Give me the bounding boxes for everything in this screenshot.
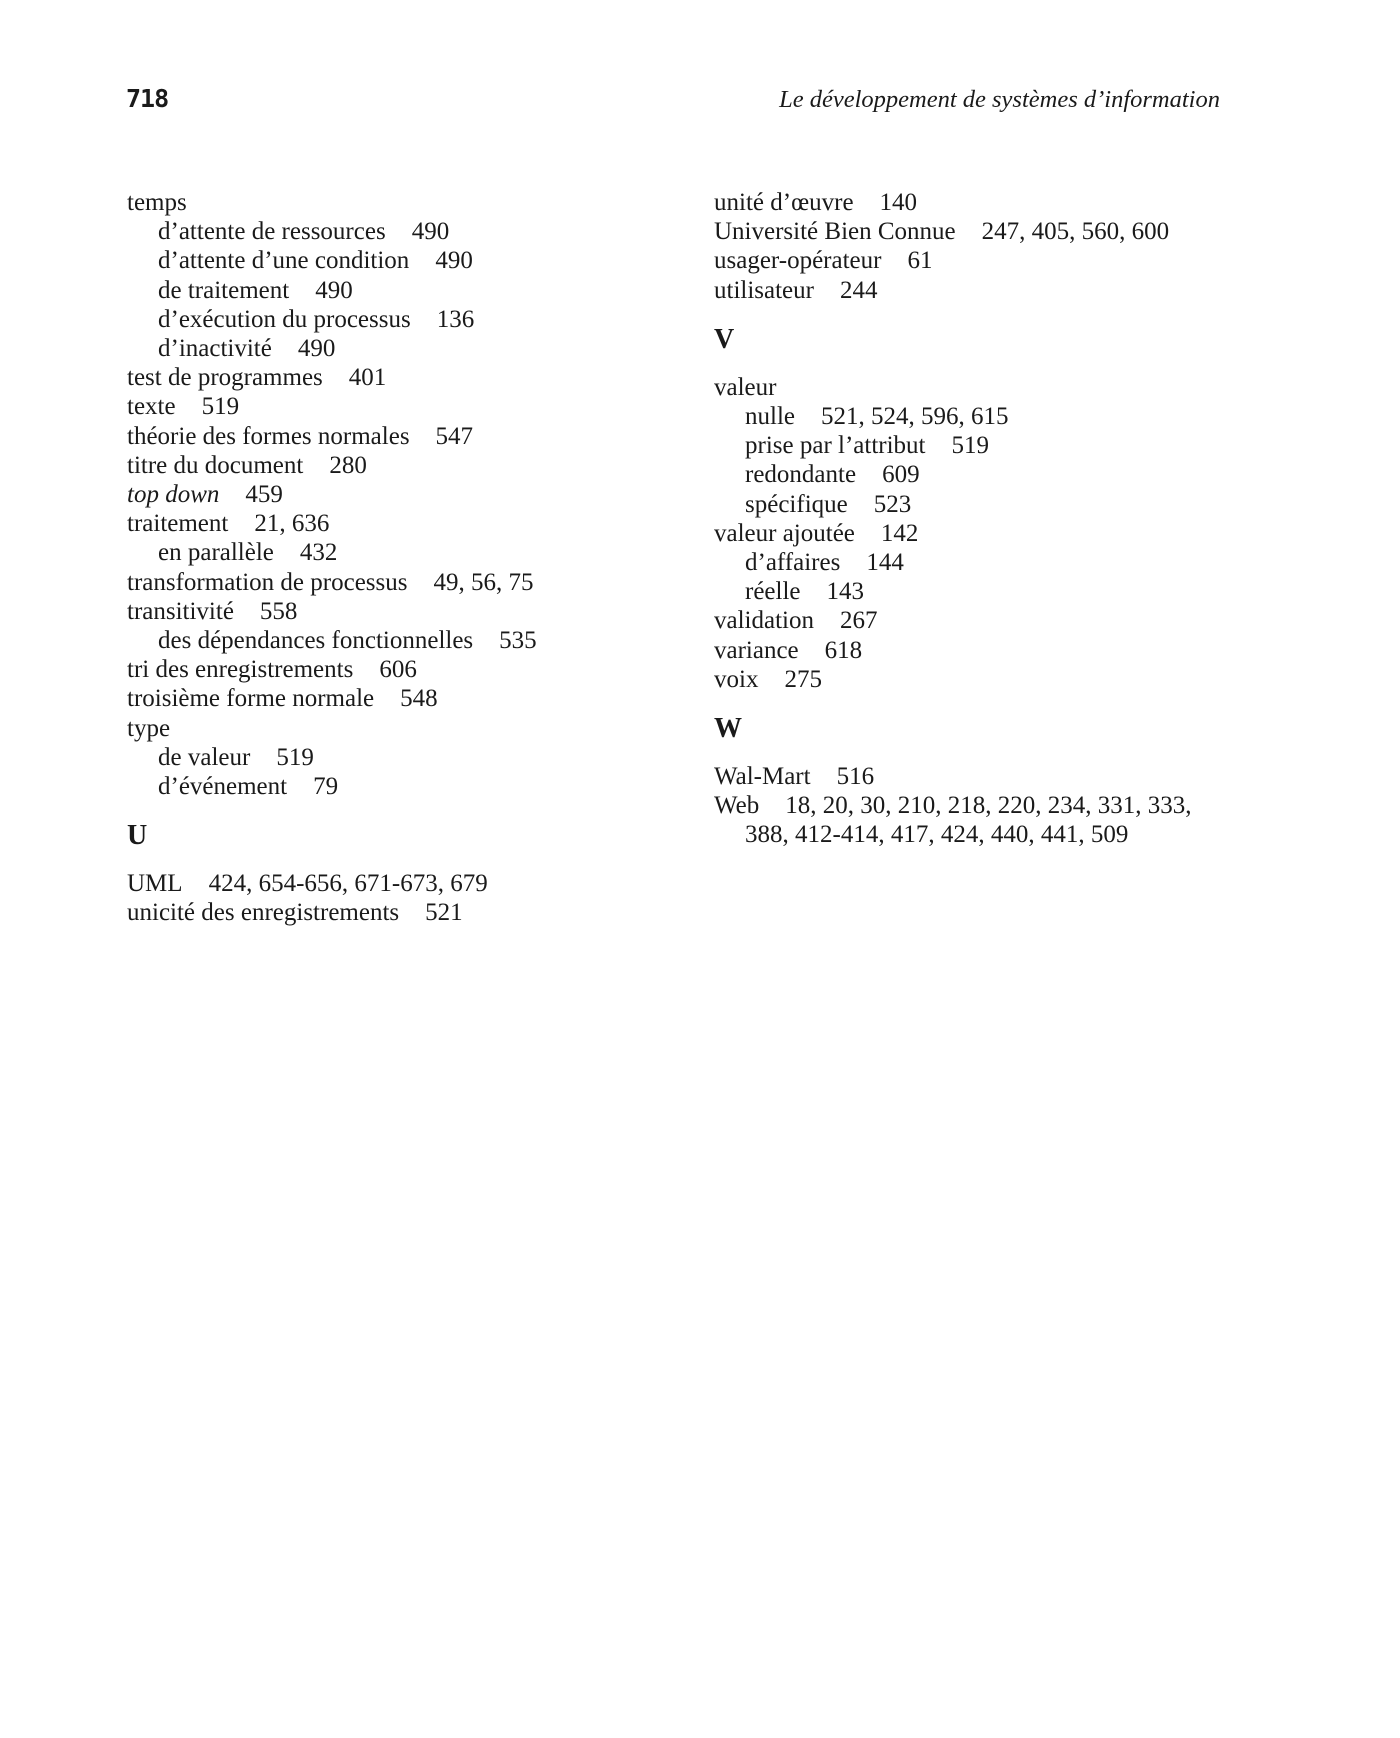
page-refs: 136: [436, 305, 475, 333]
index-entry: [127, 392, 687, 421]
index-entry: [714, 762, 1274, 791]
index-term: valeur: [714, 373, 777, 401]
index-term: théorie des formes normales: [127, 422, 410, 450]
page-refs: 606: [379, 656, 417, 684]
index-entry: [714, 188, 1274, 217]
index-term: troisième forme normale: [127, 685, 375, 713]
page-refs: 244: [839, 276, 878, 304]
page-refs: 521, 524, 596, 615: [821, 403, 1009, 431]
index-entry: [714, 217, 1274, 246]
page-refs: 535: [499, 627, 537, 655]
index-term: Wal-Mart: [714, 763, 811, 791]
page-refs: 558: [259, 597, 298, 625]
page-refs: 21, 636: [254, 510, 330, 538]
index-column-right: [714, 188, 1274, 850]
index-term: d’inactivité: [158, 335, 272, 363]
index-subentry: [127, 246, 687, 275]
index-term: d’attente de ressources: [158, 218, 386, 246]
index-term: tri des enregistrements: [127, 656, 354, 684]
page-refs: 519: [951, 432, 989, 460]
index-term: validation: [714, 607, 814, 635]
index-term: d’événement: [158, 773, 288, 801]
index-term: d’exécution du processus: [158, 305, 411, 333]
index-subentry: [714, 548, 1274, 577]
index-entry: [127, 869, 687, 898]
index-term: UML: [127, 870, 183, 898]
index-term: réelle: [745, 578, 801, 606]
page-refs: 140: [879, 189, 918, 216]
section-letter-u: U: [127, 820, 148, 852]
index-entry: [127, 422, 687, 451]
index-entry: [714, 246, 1274, 275]
index-subentry: [127, 334, 687, 363]
index-subentry: [127, 276, 687, 305]
page-refs: 18, 20, 30, 210, 218, 220, 234, 331, 333,: [785, 792, 1192, 820]
index-term: Université Bien Connue: [714, 218, 956, 246]
page-refs: 280: [329, 451, 367, 479]
index-entry: [714, 791, 1274, 820]
page-refs: 61: [907, 247, 933, 275]
index-term: spécifique: [745, 490, 848, 518]
page-refs: 547: [435, 422, 474, 450]
index-term: d’attente d’une condition: [158, 247, 410, 275]
page-refs: 490: [315, 276, 353, 304]
page-refs: 618: [824, 636, 863, 664]
index-entry: [127, 480, 687, 509]
page-refs: 523: [873, 490, 912, 518]
page-refs: 49, 56, 75: [433, 568, 534, 596]
index-subentry: [714, 402, 1274, 431]
index-entry: [714, 519, 1274, 548]
index-entry: [127, 568, 687, 597]
page-refs: 247, 405, 560, 600: [981, 218, 1170, 246]
page-refs: 267: [839, 607, 878, 635]
index-term: de valeur: [158, 743, 251, 771]
page-refs: 459: [245, 481, 283, 509]
index-entry: [127, 684, 687, 713]
index-term: de traitement: [158, 276, 290, 304]
index-entry: [714, 373, 1274, 402]
section-letter-v: V: [714, 323, 735, 355]
page-refs: 609: [882, 461, 920, 489]
index-term: texte: [127, 393, 176, 421]
index-entry: [714, 606, 1274, 635]
page-refs: 401: [348, 364, 387, 392]
index-term: top down: [127, 481, 220, 509]
index-subentry: [127, 305, 687, 334]
index-entry: [127, 714, 687, 743]
index-term: temps: [127, 189, 187, 216]
index-entry-continuation: [714, 820, 1274, 849]
page-refs: 144: [866, 549, 904, 577]
index-entry: [127, 363, 687, 392]
page-refs: 424, 654-656, 671-673, 679: [208, 870, 488, 898]
index-entry: [714, 665, 1274, 694]
index-term: test de programmes: [127, 364, 323, 392]
page-refs: 490: [435, 247, 473, 275]
index-subentry: [127, 626, 687, 655]
page-refs: 432: [299, 539, 338, 567]
index-entry: [127, 655, 687, 684]
page-refs: 275: [784, 665, 822, 693]
index-term: Web: [714, 792, 760, 820]
index-subentry: [714, 577, 1274, 606]
index-entry: [127, 597, 687, 626]
index-subentry: [127, 772, 687, 801]
page-refs: 142: [880, 519, 919, 547]
index-term: variance: [714, 636, 799, 664]
index-subentry: [714, 460, 1274, 489]
page-refs-continued: 388, 412-414, 417, 424, 440, 441, 509: [745, 821, 1129, 849]
page-refs: 490: [297, 335, 336, 363]
index-term: unité d’œuvre: [714, 189, 854, 216]
index-column-left: [127, 188, 687, 928]
index-term: traitement: [127, 510, 229, 538]
page-refs: 143: [826, 578, 865, 606]
index-term: utilisateur: [714, 276, 814, 304]
index-entry: [127, 451, 687, 480]
index-term: voix: [714, 665, 759, 693]
index-term: prise par l’attribut: [745, 432, 926, 460]
index-term: titre du document: [127, 451, 304, 479]
index-term: des dépendances fonctionnelles: [158, 627, 474, 655]
index-subentry: [714, 431, 1274, 460]
index-entry: [714, 636, 1274, 665]
index-term: transformation de processus: [127, 568, 408, 596]
index-term: en parallèle: [158, 539, 274, 567]
index-entry: [127, 509, 687, 538]
page-refs: 521: [425, 899, 463, 927]
index-term: redondante: [745, 461, 857, 489]
page-number: 718: [126, 84, 169, 113]
index-term: type: [127, 714, 171, 742]
page-refs: 519: [276, 743, 314, 771]
index-subentry: [714, 490, 1274, 519]
index-subentry: [127, 743, 687, 772]
index-entry: [127, 898, 687, 927]
page-refs: 516: [836, 763, 875, 791]
index-entry: [127, 188, 687, 217]
index-subentry: [127, 538, 687, 567]
index-term: transitivité: [127, 597, 234, 625]
index-term: unicité des enregistrements: [127, 899, 400, 927]
page-refs: 79: [313, 773, 339, 801]
page-refs: 490: [411, 218, 450, 246]
index-term: valeur ajoutée: [714, 519, 855, 547]
index-term: usager-opérateur: [714, 247, 882, 275]
running-title: Le développement de systèmes d’information: [779, 86, 1220, 113]
section-letter-w: W: [714, 713, 742, 745]
page-refs: 519: [201, 393, 240, 421]
index-term: d’affaires: [745, 549, 841, 577]
page-refs: 548: [400, 685, 438, 713]
index-subentry: [127, 217, 687, 246]
index-entry: [714, 276, 1274, 305]
index-term: nulle: [745, 403, 795, 431]
